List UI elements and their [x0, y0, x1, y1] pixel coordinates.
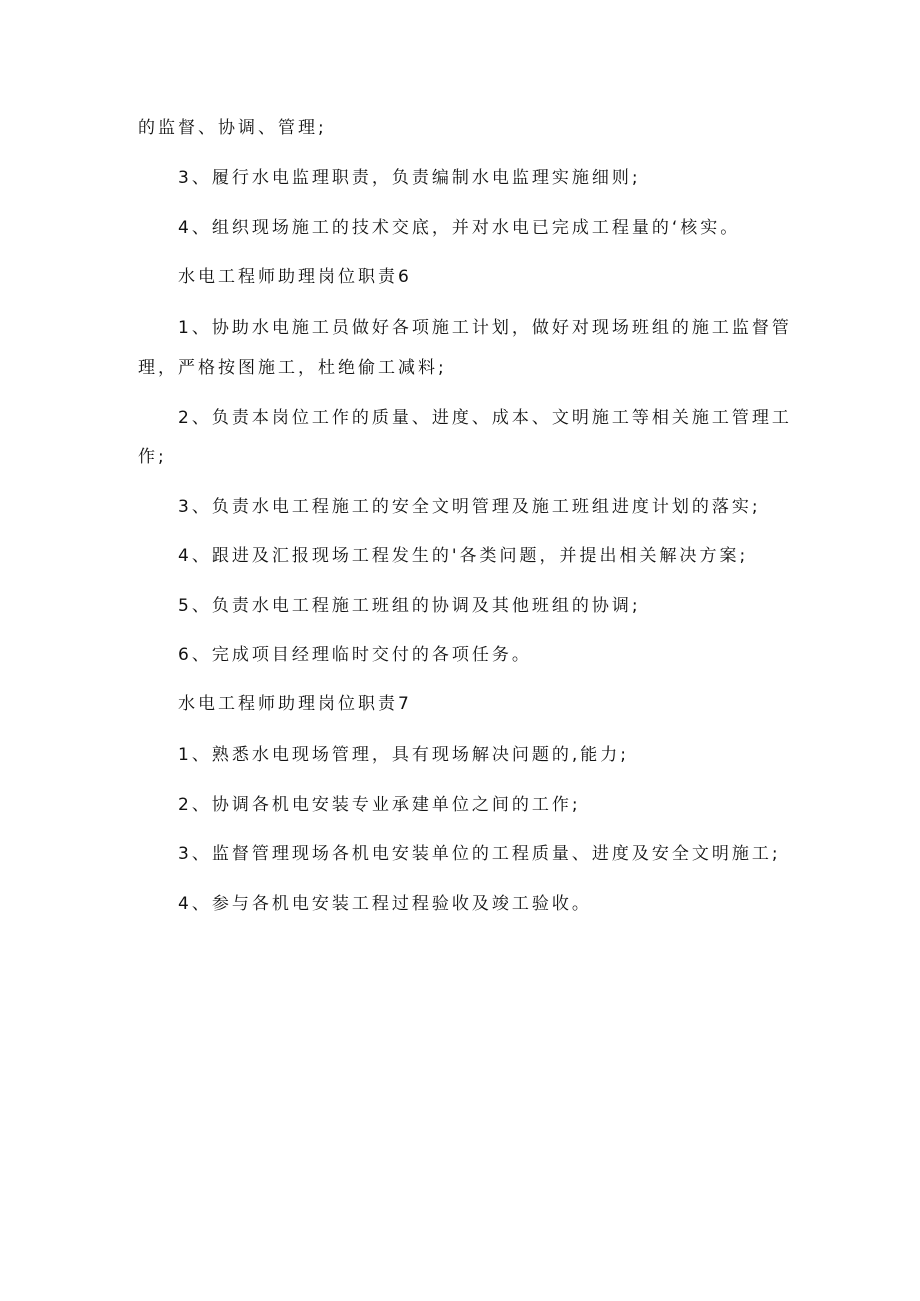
text-line: 2、协调各机电安装专业承建单位之间的工作;	[178, 795, 581, 815]
text-line: 3、履行水电监理职责，负责编制水电监理实施细则;	[178, 168, 641, 188]
text-line: 2、负责本岗位工作的质量、进度、成本、文明施工等相关施工管理工	[178, 408, 792, 428]
section-heading: 水电工程师助理岗位职责7	[178, 694, 412, 714]
text-line: 4、跟进及汇报现场工程发生的'各类问题，并提出相关解决方案;	[178, 546, 749, 566]
text-line: 6、完成项目经理临时交付的各项任务。	[178, 645, 532, 665]
section-heading: 水电工程师助理岗位职责6	[178, 267, 412, 287]
text-line: 1、协助水电施工员做好各项施工计划，做好对现场班组的施工监督管	[178, 318, 792, 338]
text-line: 3、负责水电工程施工的安全文明管理及施工班组进度计划的落实;	[178, 497, 761, 517]
text-line: 1、熟悉水电现场管理，具有现场解决问题的,能力;	[178, 745, 629, 765]
text-line: 3、监督管理现场各机电安装单位的工程质量、进度及安全文明施工;	[178, 844, 781, 864]
text-line: 4、参与各机电安装工程过程验收及竣工验收。	[178, 894, 592, 914]
text-line: 4、组织现场施工的技术交底，并对水电已完成工程量的‘核实。	[178, 218, 741, 238]
text-line: 的监督、协调、管理;	[138, 118, 327, 138]
text-line: 理，严格按图施工，杜绝偷工减料;	[138, 358, 447, 378]
text-line: 5、负责水电工程施工班组的协调及其他班组的协调;	[178, 596, 641, 616]
text-line: 作;	[138, 447, 167, 467]
